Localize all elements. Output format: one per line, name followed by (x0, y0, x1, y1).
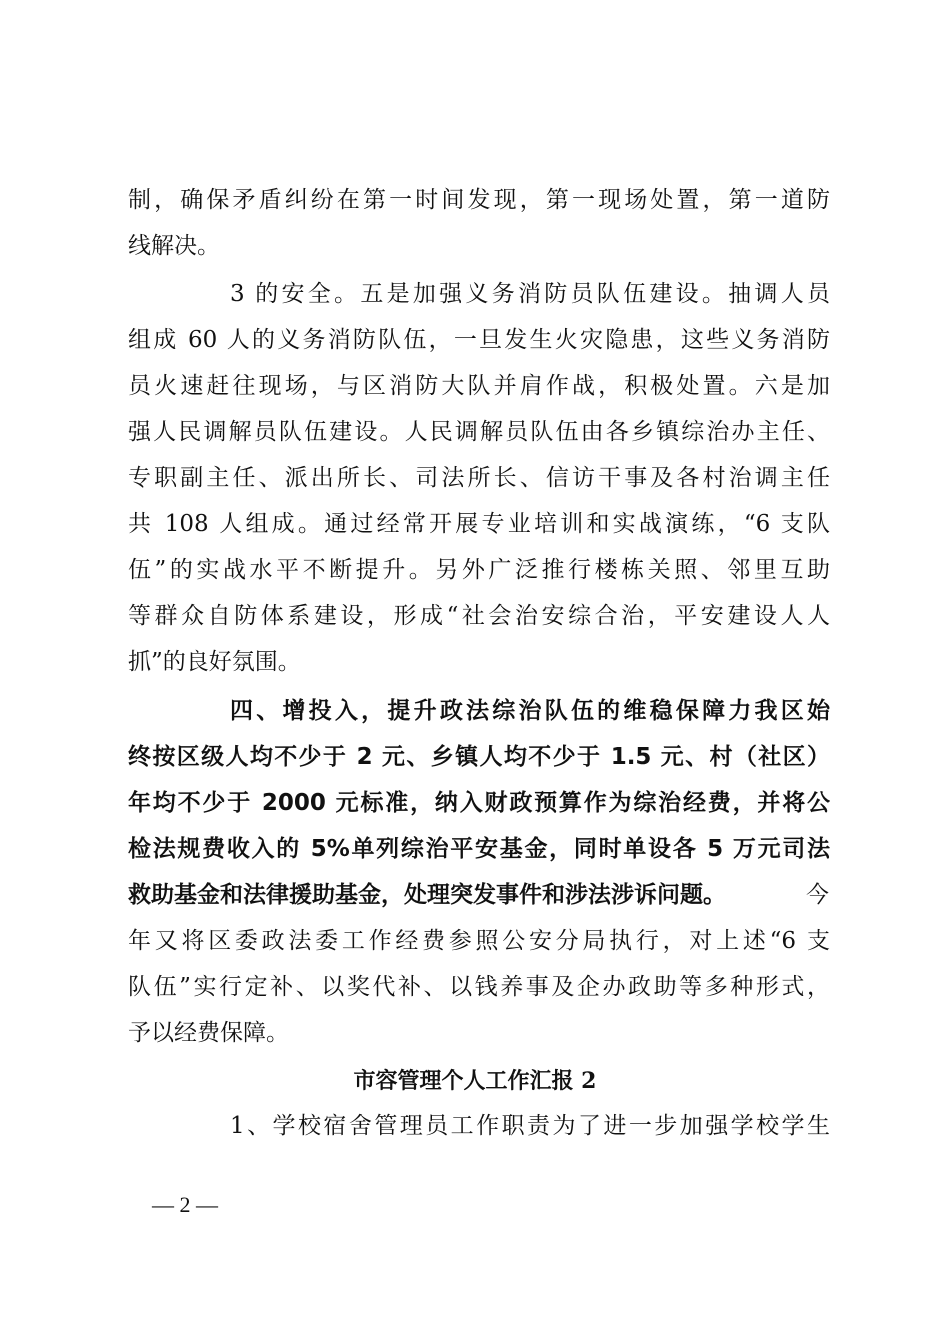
paragraph-line-bold: 检法规费收入的 5%单列综治平安基金，同时单设各 5 万元司法 (128, 836, 830, 862)
section-first-line: 1、学校宿舍管理员工作职责为了进一步加强学校学生 (230, 1113, 830, 1139)
paragraph-line: 强人民调解员队伍建设。人民调解员队伍由各乡镇综治办主任、 (128, 419, 830, 445)
paragraph-line: 抓”的良好氛围。 (128, 649, 301, 675)
paragraph-line: 伍”的实战水平不断提升。另外广泛推行楼栋关照、邻里互助 (128, 557, 830, 583)
paragraph-line: 专职副主任、派出所长、司法所长、信访干事及各村治调主任 (128, 465, 830, 491)
paragraph-line: 等群众自防体系建设，形成“社会治安综合治，平安建设人人 (128, 603, 830, 629)
paragraph-line: 3 的安全。五是加强义务消防员队伍建设。抽调人员 (230, 281, 830, 307)
paragraph-line: 共 108 人组成。通过经常开展专业培训和实战演练，“6 支队 (128, 511, 830, 537)
paragraph-line-bold: 年均不少于 2000 元标准，纳入财政预算作为综治经费，并将公 (128, 790, 830, 816)
paragraph-line: 年又将区委政法委工作经费参照公安分局执行，对上述“6 支 (128, 928, 830, 954)
paragraph-line: 组成 60 人的义务消防队伍，一旦发生火灾隐患，这些义务消防 (128, 327, 830, 353)
paragraph-line-bold: 救助基金和法律援助基金，处理突发事件和涉法涉诉问题。 (128, 882, 726, 908)
paragraph-line: 今 (806, 882, 829, 908)
paragraph-line: 员火速赶往现场，与区消防大队并肩作战，积极处置。六是加 (128, 373, 830, 399)
paragraph-line-bold: 四、增投入，提升政法综治队伍的维稳保障力我区始 (230, 698, 830, 724)
section-title: 市容管理个人工作汇报 2 (353, 1068, 597, 1094)
paragraph-line: 线解决。 (128, 233, 220, 259)
paragraph-line-bold: 终按区级人均不少于 2 元、乡镇人均不少于 1.5 元、村（社区） (128, 744, 830, 770)
page-number: — 2 — (152, 1192, 218, 1217)
paragraph-line: 予以经费保障。 (128, 1020, 289, 1046)
paragraph-line: 制，确保矛盾纠纷在第一时间发现，第一现场处置，第一道防 (128, 187, 830, 213)
paragraph-line: 队伍”实行定补、以奖代补、以钱养事及企办政助等多种形式， (128, 974, 830, 1000)
